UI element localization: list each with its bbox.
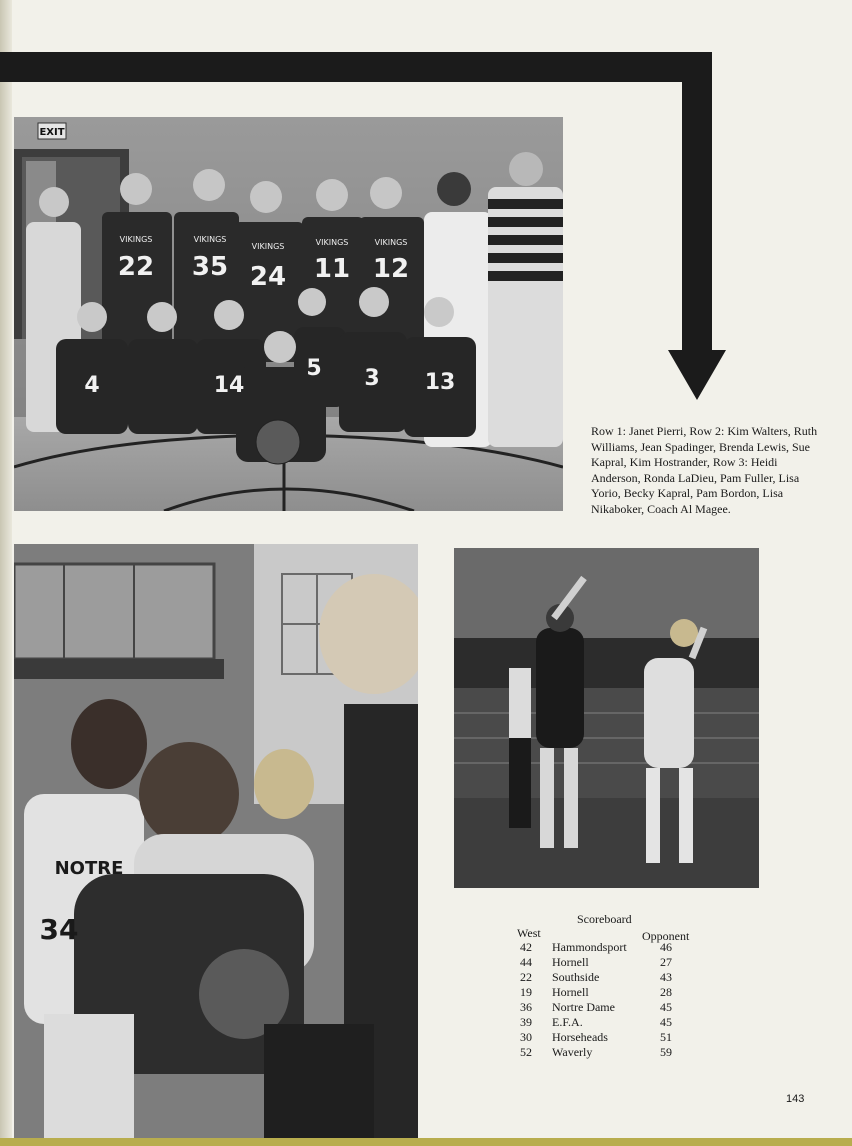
west-score: 19 [520,985,532,999]
scoreboard-opponent-header: Opponent [642,929,690,943]
jersey-number: 34 [39,913,79,946]
jersey-number: 12 [372,254,410,284]
west-score: 52 [520,1045,532,1059]
jersey-word: VIKINGS [374,238,408,247]
jersey-number: 5 [306,356,322,381]
opponent-team: Nortre Dame [552,1000,615,1014]
team-caption: Row 1: Janet Pierri, Row 2: Kim Walters, Ruth Williams, Jean Spadinger, Brenda Lewis, Sue Kapral, Kim Hostrander, Row 3: Heidi Anderson, Ronda LaDieu, Pam Fuller, Lisa Yorio, Becky Kapral, Pam Bordon, Lisa Nikaboker, Coach Al Magee. [591,424,818,516]
exit-sign-text: EXIT [39,127,65,138]
jersey-number: 3 [364,366,380,391]
west-score: 36 [520,1000,532,1014]
opponent-score: 43 [660,970,672,984]
opponent-score: 28 [660,985,672,999]
team-photo [14,117,563,511]
scoreboard-west-header: West [517,926,541,940]
jersey-word: VIKINGS [119,235,153,244]
opponent-team: Southside [552,970,600,984]
west-score: 30 [520,1030,532,1044]
page-number: 143 [786,1093,805,1105]
opponent-score: 45 [660,1000,672,1014]
jersey-number: 13 [424,370,456,395]
jersey-word: VIKINGS [251,242,285,251]
west-score: 39 [520,1015,532,1029]
score-row [520,985,720,1000]
opponent-score: 59 [660,1045,672,1059]
jersey-number: 22 [117,252,155,282]
score-row [520,940,720,955]
scoreboard-rows [520,940,720,1060]
opponent-score: 27 [660,955,672,969]
jersey-text: NOTRE [54,858,124,879]
arrow-bar-vertical [682,52,712,352]
scoreboard-title: Scoreboard [577,912,632,926]
jersey-number: 35 [191,252,229,282]
score-row [520,955,720,970]
action-photo-scramble [14,544,418,1140]
jersey-word: VIKINGS [193,235,227,244]
jersey-number: 4 [84,373,100,398]
page-bottom-edge [0,1138,852,1146]
opponent-team: Hornell [552,985,589,999]
score-row [520,1015,720,1030]
opponent-score: 51 [660,1030,672,1044]
opponent-team: Hornell [552,955,589,969]
score-row [520,1030,720,1045]
jersey-number: 24 [249,262,287,292]
page-binding-edge [0,0,12,1146]
jersey-number: 11 [313,254,351,284]
opponent-team: Waverly [552,1045,593,1059]
opponent-team: E.F.A. [552,1015,583,1029]
opponent-team: Horseheads [552,1030,608,1044]
jersey-number: 14 [213,373,245,398]
west-score: 44 [520,955,532,969]
score-row [520,1000,720,1015]
action-photo-shot [454,548,759,888]
arrow-bar-horizontal [0,52,712,82]
score-row [520,1045,720,1060]
west-score: 42 [520,940,532,954]
opponent-score: 45 [660,1015,672,1029]
west-score: 22 [520,970,532,984]
opponent-team: Hammondsport [552,940,627,954]
opponent-score: 46 [660,940,672,954]
score-row [520,970,720,985]
jersey-word: VIKINGS [315,238,349,247]
arrow-down-icon [668,350,726,400]
